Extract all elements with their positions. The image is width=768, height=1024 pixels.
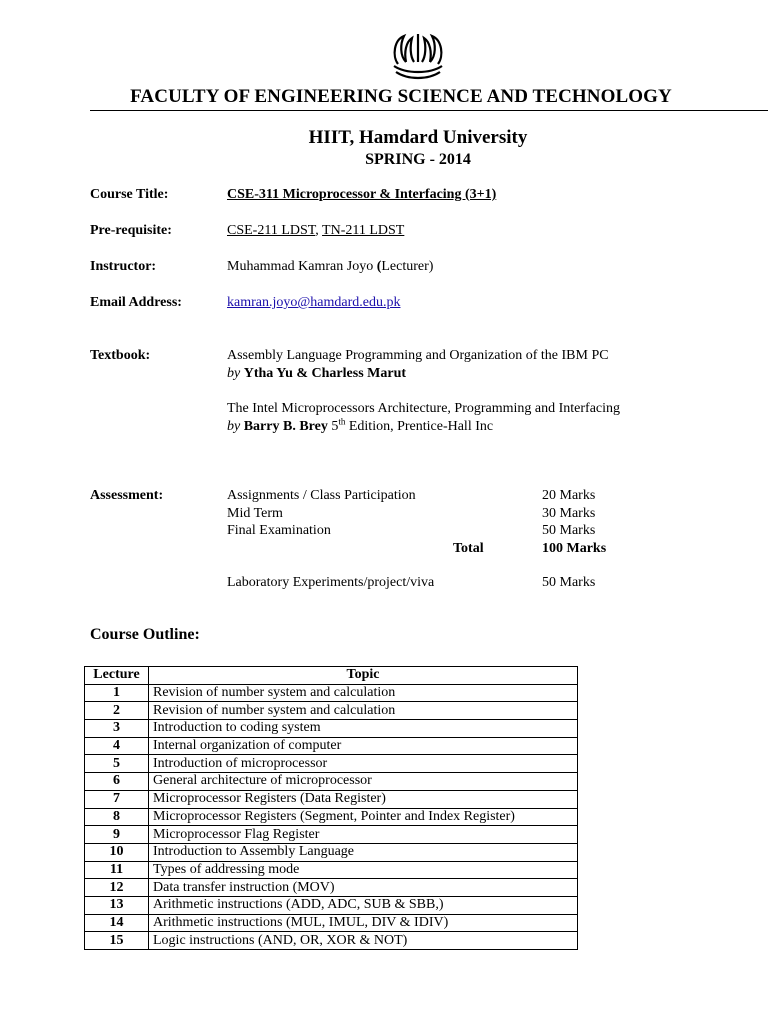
lecture-number: 2 <box>85 702 149 720</box>
university-name: HIIT, Hamdard University <box>308 127 528 148</box>
instructor-paren: ( <box>376 259 382 274</box>
textbook-2-authors <box>227 416 494 435</box>
table-row <box>85 702 578 720</box>
prerequisite-1: CSE-211 LDST <box>227 223 316 238</box>
table-row <box>85 861 578 879</box>
prerequisite-2: TN-211 LDST <box>322 223 405 238</box>
assessment-item-name: Final Examination <box>227 523 331 538</box>
prerequisite-value <box>227 223 404 239</box>
column-header-lecture: Lecture <box>85 667 149 685</box>
textbook-2-author-name: Barry B. Brey <box>243 419 328 434</box>
textbook-2-publisher: Edition, Prentice-Hall Inc <box>345 419 494 434</box>
table-row <box>85 737 578 755</box>
instructor-role: Lecturer) <box>381 259 434 274</box>
lecture-topic: Internal organization of computer <box>149 737 578 755</box>
university-logo-icon <box>386 28 450 88</box>
lecture-number: 7 <box>85 790 149 808</box>
course-outline-table <box>84 666 578 950</box>
lecture-topic: Microprocessor Registers (Segment, Pointer and Index Register) <box>149 808 578 826</box>
email-link[interactable]: kamran.joyo@hamdard.edu.pk <box>227 295 401 310</box>
table-row <box>85 914 578 932</box>
prerequisite-label: Pre-requisite: <box>90 223 172 238</box>
lecture-topic: Logic instructions (AND, OR, XOR & NOT) <box>149 932 578 950</box>
assessment-label: Assessment: <box>90 488 164 503</box>
lecture-number: 3 <box>85 720 149 738</box>
lecture-number: 10 <box>85 843 149 861</box>
course-title-value: CSE-311 Microprocessor & Interfacing (3+1) <box>227 187 497 202</box>
lab-assessment-name: Laboratory Experiments/project/viva <box>227 575 435 590</box>
textbook-1-by: by <box>227 366 241 381</box>
semester-title: SPRING - 2014 <box>365 151 471 168</box>
lecture-number: 12 <box>85 879 149 897</box>
lecture-topic: Microprocessor Flag Register <box>149 826 578 844</box>
textbook-label: Textbook: <box>90 348 151 363</box>
lecture-topic: Data transfer instruction (MOV) <box>149 879 578 897</box>
textbook-1-title: Assembly Language Programming and Organization of the IBM PC <box>227 348 609 363</box>
lecture-number: 15 <box>85 932 149 950</box>
instructor-value <box>227 259 433 275</box>
header-divider <box>90 110 768 111</box>
lecture-number: 4 <box>85 737 149 755</box>
textbook-2-title: The Intel Microprocessors Architecture, Programming and Interfacing <box>227 401 621 416</box>
lecture-number: 14 <box>85 914 149 932</box>
textbook-2-edition: 5 <box>331 419 339 434</box>
lecture-number: 11 <box>85 861 149 879</box>
lecture-topic: Introduction to coding system <box>149 720 578 738</box>
lecture-number: 9 <box>85 826 149 844</box>
lecture-number: 5 <box>85 755 149 773</box>
lecture-topic: Types of addressing mode <box>149 861 578 879</box>
table-row <box>85 932 578 950</box>
table-row <box>85 684 578 702</box>
table-row <box>85 773 578 791</box>
textbook-2-edition-sup: th <box>338 416 346 427</box>
table-row <box>85 896 578 914</box>
table-row <box>85 843 578 861</box>
table-row <box>85 808 578 826</box>
assessment-total-label: Total <box>453 541 484 556</box>
assessment-item-marks: 50 Marks <box>542 523 596 538</box>
instructor-label: Instructor: <box>90 259 157 274</box>
prerequisite-separator: , <box>315 223 323 238</box>
textbook-1-author-names: Ytha Yu & Charless Marut <box>243 366 407 381</box>
lecture-topic: Introduction to Assembly Language <box>149 843 578 861</box>
lecture-topic: General architecture of microprocessor <box>149 773 578 791</box>
lecture-number: 13 <box>85 896 149 914</box>
course-title-label: Course Title: <box>90 187 169 202</box>
assessment-item-marks: 20 Marks <box>542 488 596 503</box>
email-label: Email Address: <box>90 295 182 310</box>
lecture-topic: Revision of number system and calculation <box>149 684 578 702</box>
column-header-topic: Topic <box>149 667 578 685</box>
table-row <box>85 790 578 808</box>
lecture-number: 6 <box>85 773 149 791</box>
lecture-topic: Introduction of microprocessor <box>149 755 578 773</box>
university-logo <box>386 28 450 88</box>
textbook-1-authors <box>227 366 406 382</box>
lecture-topic: Arithmetic instructions (MUL, IMUL, DIV & IDIV) <box>149 914 578 932</box>
lecture-number: 1 <box>85 684 149 702</box>
table-header-row <box>85 667 578 685</box>
lecture-topic: Arithmetic instructions (ADD, ADC, SUB & SBB,) <box>149 896 578 914</box>
lecture-topic: Microprocessor Registers (Data Register) <box>149 790 578 808</box>
assessment-item-name: Mid Term <box>227 506 283 521</box>
lecture-topic: Revision of number system and calculation <box>149 702 578 720</box>
lecture-number: 8 <box>85 808 149 826</box>
lab-assessment-marks: 50 Marks <box>542 575 596 590</box>
course-outline-heading: Course Outline: <box>90 626 200 643</box>
textbook-2-by: by <box>227 419 241 434</box>
table-row <box>85 720 578 738</box>
assessment-item-name: Assignments / Class Participation <box>227 488 416 503</box>
assessment-item-marks: 30 Marks <box>542 506 596 521</box>
instructor-name: Muhammad Kamran Joyo <box>227 259 377 274</box>
table-row <box>85 879 578 897</box>
faculty-title: FACULTY OF ENGINEERING SCIENCE AND TECHNOLOGY <box>130 86 672 107</box>
table-row <box>85 826 578 844</box>
assessment-total-marks: 100 Marks <box>542 541 607 556</box>
table-row <box>85 755 578 773</box>
